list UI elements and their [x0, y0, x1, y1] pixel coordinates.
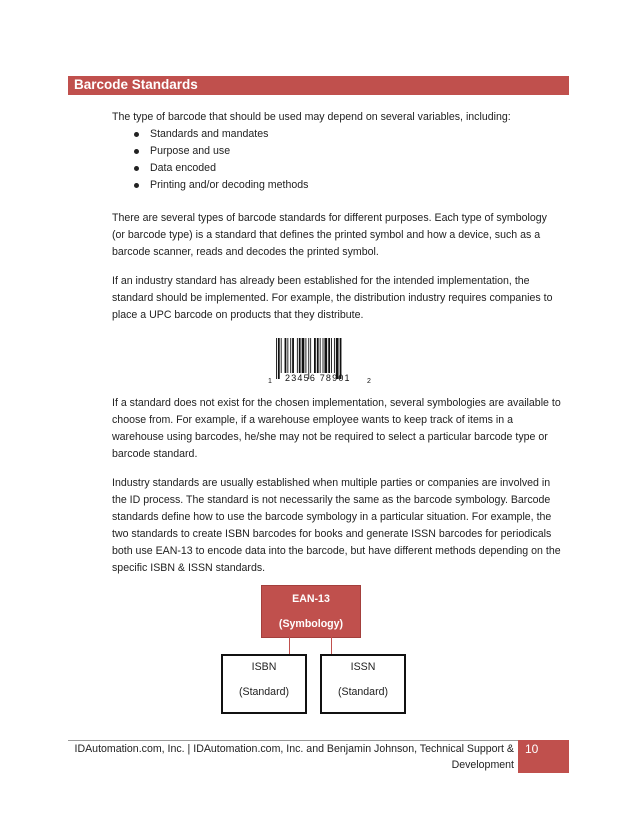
barcode-bar — [302, 338, 305, 373]
paragraph: If an industry standard has already been established for the intended implementation, the standard should be implemented. For example, the distribution industry requires companies to place a UPC barcode on products that they distribute. — [112, 275, 553, 321]
diagram-child-node — [320, 654, 406, 714]
barcode-bar — [281, 338, 282, 373]
barcode-left-digit: 1 — [268, 378, 272, 385]
root-node-type: (Symbology) — [278, 618, 344, 630]
intro-line: The type of barcode that should be used may depend on several variables, including: — [112, 111, 511, 123]
barcode-bar — [324, 338, 327, 373]
diagram-connector — [331, 637, 332, 654]
barcode-bar — [310, 338, 311, 373]
barcode-bar — [323, 338, 324, 373]
barcode-bar — [331, 338, 332, 373]
barcode-bar — [290, 338, 291, 373]
barcode-bar — [328, 338, 330, 373]
barcode-bar — [276, 338, 277, 379]
barcode-bar — [292, 338, 294, 373]
barcode-bar — [278, 338, 280, 379]
barcode-right-digit: 2 — [367, 378, 371, 385]
bullet-item: Purpose and use — [112, 143, 308, 160]
bullet-icon — [134, 132, 139, 137]
barcode-bar — [299, 338, 301, 373]
child-node-name: ISSN — [350, 661, 376, 673]
barcode-bar — [317, 338, 319, 373]
page-number-box — [518, 740, 569, 773]
bullet-icon — [134, 149, 139, 154]
section-header — [68, 76, 569, 95]
paragraph: There are several types of barcode standards for different purposes. Each type of symbology (or barcode type) is a standard that defines the printed symbol and how a device, such as a barcode scanner, reads and decodes the printed symbol. — [112, 212, 547, 258]
barcode-bar — [334, 338, 335, 373]
bullet-item: Standards and mandates — [112, 126, 308, 143]
barcode-bar — [320, 338, 321, 373]
paragraph: If a standard does not exist for the chosen implementation, several symbologies are available to choose from. For example, if a warehouse employee wants to keep track of items in a warehouse using barcodes, he/she may not be required to select a particular barcode type or barcode standard. — [112, 397, 561, 460]
child-node-type: (Standard) — [337, 686, 389, 698]
bullet-list — [112, 126, 308, 194]
paragraph: Industry standards are usually established when multiple parties or companies are involved in the ID process. The standard is not necessarily the same as the barcode symbology. Barcode standards define how to use the barcode symbology in a particular situation. For example, the two standards to create ISBN barcodes for books and generate ISSN barcodes for periodicals both use EAN-13 to encode data into the barcode, but have different methods depending on the specific ISBN & ISSN standards. — [112, 477, 561, 574]
diagram-connector — [289, 637, 290, 654]
barcode-bar — [285, 338, 287, 373]
barcode-digits: 23456 78901 — [285, 373, 351, 383]
barcode-bar — [305, 338, 306, 373]
child-node-name: ISBN — [251, 661, 277, 673]
barcode-image — [268, 336, 378, 386]
page-number: 10 — [525, 742, 539, 756]
bullet-icon — [134, 166, 139, 171]
section-title: Barcode Standards — [74, 77, 198, 92]
barcode-bar — [297, 338, 298, 373]
bullet-icon — [134, 183, 139, 188]
diagram-child-node — [221, 654, 307, 714]
barcode-bar — [287, 338, 288, 373]
bullet-item: Data encoded — [112, 160, 308, 177]
root-node-name: EAN-13 — [292, 593, 330, 605]
diagram-root-node — [261, 585, 361, 638]
barcode-bar — [314, 338, 316, 373]
child-node-type: (Standard) — [238, 686, 290, 698]
bullet-item: Printing and/or decoding methods — [112, 177, 308, 194]
footer-text: IDAutomation.com, Inc. | IDAutomation.com, Inc. and Benjamin Johnson, Technical Support & Development — [74, 743, 514, 771]
